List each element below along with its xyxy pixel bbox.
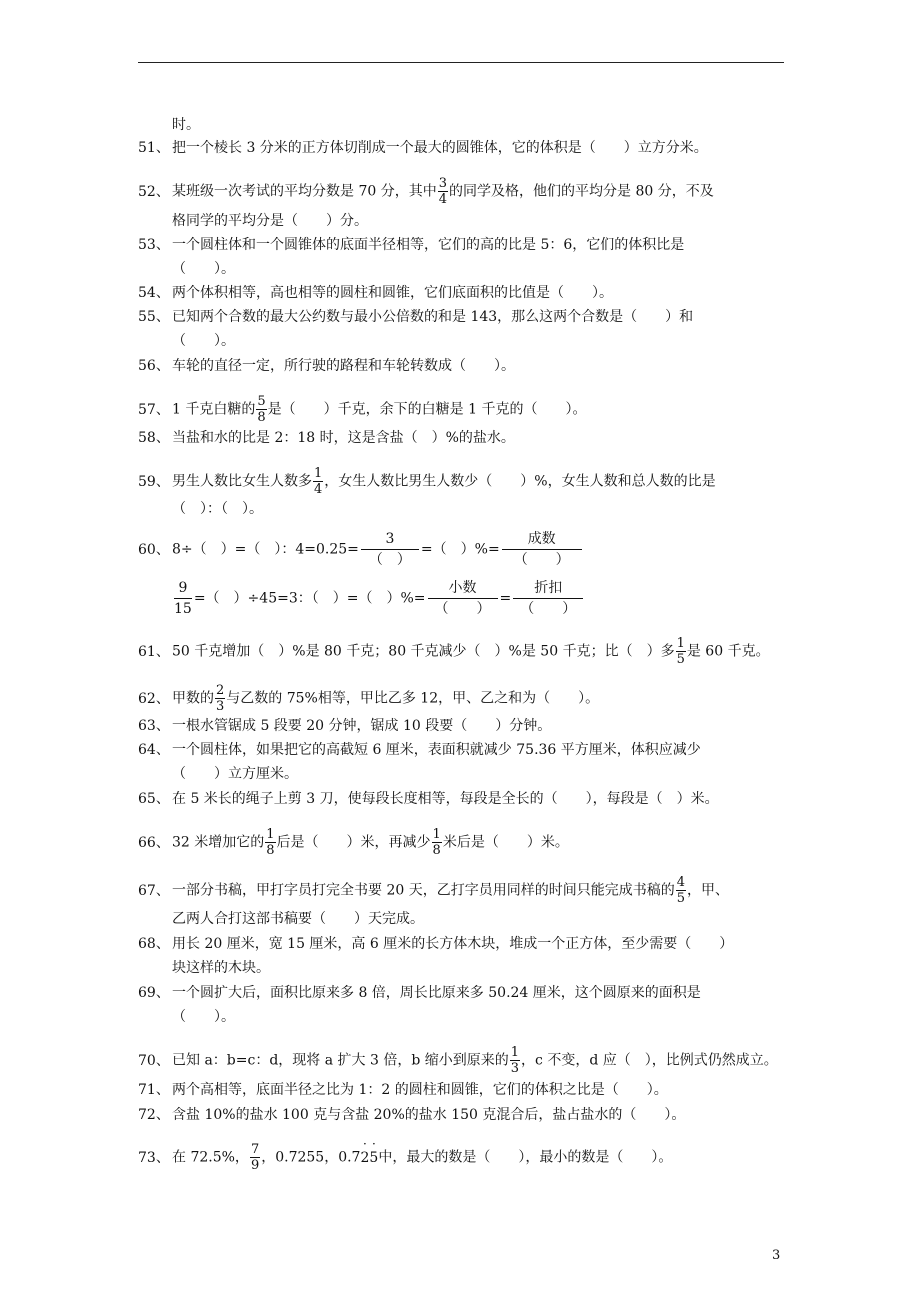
fraction: [313, 466, 323, 497]
question-text: 中，最大的数是（ ），最小的数是（ ）。: [378, 1149, 673, 1166]
question-number: 73、: [138, 1149, 170, 1166]
denominator: 3: [216, 699, 225, 714]
question-number: 69、: [138, 985, 170, 1001]
question-text: =（ ）÷45=3：（ ）=（ ）%=: [193, 590, 426, 607]
question-63: [138, 717, 551, 735]
question-number: 60、: [138, 541, 170, 558]
numerator: 5: [257, 394, 266, 409]
question-number: 58、: [138, 430, 170, 446]
numerator: 折扣: [513, 578, 583, 599]
fraction: [361, 529, 419, 570]
question-number: 63、: [138, 718, 170, 734]
question-text: 是 60 千克。: [686, 643, 770, 660]
question-text: 米后是（ ）米。: [442, 834, 569, 851]
numerator: 成数: [502, 529, 582, 550]
header-rule: [138, 62, 784, 63]
question-text: 把一个棱长 3 分米的正方体切削成一个最大的圆锥体，它的体积是（ ）立方分米。: [172, 140, 708, 156]
question-text: 50 千克增加（ ）%是 80 千克；80 千克减少（ ）%是 50 千克；比（ ）多: [172, 643, 675, 660]
question-text: 的同学及格，他们的平均分是 80 分，不及: [449, 183, 714, 200]
numerator: 1: [432, 827, 441, 842]
numerator: 3: [361, 529, 419, 550]
question-number: 67、: [138, 882, 170, 899]
denominator: 4: [438, 192, 447, 207]
question-53-line2: （ ）。: [172, 261, 235, 277]
question-text: 一个圆柱体，如果把它的高截短 6 厘米，表面积就减少 75.36 平方厘米，体积应减少: [172, 742, 701, 758]
question-text: 一根水管锯成 5 段要 20 分钟，锯成 10 段要（ ）分钟。: [172, 718, 552, 734]
numerator: 7: [250, 1142, 260, 1157]
numerator: 2: [216, 683, 225, 698]
question-text: 某班级一次考试的平均分数是 70 分，其中: [172, 183, 437, 200]
question-65: [138, 790, 719, 808]
denominator: （ ）: [513, 552, 570, 568]
question-69: [138, 984, 701, 1002]
question-text: 用长 20 厘米，宽 15 厘米，高 6 厘米的长方体木块，堆成一个正方体，至少需要（ ）: [172, 936, 734, 952]
fraction: [215, 683, 225, 714]
fraction: [250, 1142, 260, 1173]
question-number: 56、: [138, 358, 170, 374]
question-text: ，0.7255，0.7: [261, 1149, 361, 1166]
denominator: 4: [314, 482, 323, 497]
question-number: 66、: [138, 834, 170, 851]
fraction: [174, 578, 192, 619]
fraction: [513, 578, 583, 619]
question-number: 57、: [138, 401, 170, 418]
question-60-row1: [138, 529, 584, 570]
question-text: 已知两个合数的最大公约数与最小公倍数的和是 143，那么这两个合数是（ ）和: [172, 309, 694, 325]
question-71: [138, 1081, 668, 1099]
question-text: 车轮的直径一定，所行驶的路程和车轮转数成（ ）。: [172, 358, 515, 374]
question-text: 32 米增加它的: [172, 834, 265, 851]
question-number: 55、: [138, 309, 170, 325]
question-54: [138, 284, 613, 302]
denominator: 8: [432, 843, 441, 858]
fraction: [676, 636, 686, 667]
numerator: 1: [266, 827, 275, 842]
question-text: ，女生人数比男生人数少（ ）%，女生人数和总人数的比是: [324, 473, 716, 490]
question-72: [138, 1106, 685, 1124]
denominator: 8: [257, 410, 266, 425]
question-66: [138, 827, 569, 858]
question-64-line2: （ ）立方厘米。: [172, 766, 298, 782]
question-55-line2: （ ）。: [172, 333, 235, 349]
question-text: ，甲、: [687, 882, 729, 899]
question-52: [138, 176, 714, 207]
question-61: [138, 636, 770, 667]
question-number: 59、: [138, 473, 170, 490]
question-text: 两个高相等，底面半径之比为 1：2 的圆柱和圆锥，它们的体积之比是（ ）。: [172, 1082, 668, 1098]
page-number: 3: [772, 1248, 781, 1263]
question-text: 男生人数比女生人数多: [172, 473, 312, 490]
question-58: [138, 429, 515, 447]
denominator: 3: [510, 1061, 520, 1076]
question-text: 含盐 10%的盐水 100 克与含盐 20%的盐水 150 克混合后，盐占盐水的（ ）。: [172, 1107, 686, 1123]
question-text: 1 千克白糖的: [172, 401, 256, 418]
question-number: 72、: [138, 1107, 170, 1123]
fraction: [502, 529, 582, 570]
repeating-digit: · 5: [369, 1149, 378, 1167]
fraction: [438, 176, 448, 207]
question-56: [138, 357, 515, 375]
question-67: [138, 875, 729, 906]
numerator: 小数: [428, 578, 498, 599]
question-text: 是（ ）千克，余下的白糖是 1 千克的（ ）。: [267, 401, 587, 418]
fraction: [676, 875, 686, 906]
question-52-line2: 格同学的平均分是（ ）分。: [172, 213, 368, 229]
question-70: [138, 1045, 778, 1076]
denominator: 15: [174, 601, 192, 617]
question-number: 61、: [138, 643, 170, 660]
numerator: 3: [438, 176, 447, 191]
numerator: 9: [174, 578, 192, 599]
question-text: 在 5 米长的绳子上剪 3 刀，使每段长度相等，每段是全长的（ ），每段是（ ）米。: [172, 791, 719, 807]
question-text: 在 72.5%，: [172, 1149, 249, 1166]
question-57: [138, 394, 586, 425]
question-text: 已知 a：b=c：d，现将 a 扩大 3 倍，b 缩小到原来的: [172, 1052, 509, 1069]
question-73: [138, 1142, 672, 1173]
q50-tail: 时。: [172, 117, 200, 133]
question-number: 53、: [138, 237, 170, 253]
question-text: 一部分书稿，甲打字员打完全书要 20 天，乙打字员用同样的时间只能完成书稿的: [172, 882, 675, 899]
question-text: 甲数的: [172, 690, 214, 707]
denominator: 8: [266, 843, 275, 858]
question-number: 68、: [138, 936, 170, 952]
question-text: 与乙数的 75%相等，甲比乙多 12，甲、乙之和为（ ）。: [226, 690, 600, 707]
question-text: 后是（ ）米，再减少: [276, 834, 431, 851]
question-text: ，c 不变，d 应（ ），比例式仍然成立。: [521, 1052, 778, 1069]
question-text: 一个圆扩大后，面积比原来多 8 倍，周长比原来多 50.24 厘米，这个圆原来的面积是: [172, 985, 701, 1001]
question-53: [138, 236, 684, 254]
question-51: [138, 139, 708, 157]
question-number: 71、: [138, 1082, 170, 1098]
numerator: 4: [676, 875, 685, 890]
question-number: 65、: [138, 791, 170, 807]
question-number: 70、: [138, 1052, 170, 1069]
denominator: 5: [676, 891, 685, 906]
question-number: 51、: [138, 140, 170, 156]
fraction: [256, 394, 266, 425]
fraction: [428, 578, 498, 619]
question-number: 54、: [138, 285, 170, 301]
numerator: 1: [676, 636, 685, 651]
question-68-line2: 块这样的木块。: [172, 960, 270, 976]
question-number: 52、: [138, 183, 170, 200]
question-69-line2: （ ）。: [172, 1009, 235, 1025]
question-text: 当盐和水的比是 2：18 时，这是含盐（ ）%的盐水。: [172, 430, 515, 446]
repeating-digit: · 2: [360, 1149, 369, 1167]
denominator: （ ）: [368, 552, 411, 568]
denominator: 5: [676, 652, 685, 667]
question-text: 8÷（ ）=（ ）：4=0.25=: [172, 541, 359, 558]
question-64: [138, 741, 701, 759]
denominator: （ ）: [520, 601, 577, 617]
fraction: [265, 827, 275, 858]
question-text: 一个圆柱体和一个圆锥体的底面半径相等，它们的高的比是 5：6，它们的体积比是: [172, 237, 685, 253]
question-62: [138, 683, 599, 714]
question-67-line2: 乙两人合打这部书稿要（ ）天完成。: [172, 911, 424, 927]
question-number: 64、: [138, 742, 170, 758]
question-text: 两个体积相等，高也相等的圆柱和圆锥，它们底面积的比值是（ ）。: [172, 285, 613, 301]
numerator: 1: [510, 1045, 520, 1060]
fraction: [432, 827, 442, 858]
question-55: [138, 308, 693, 326]
question-59: [138, 466, 716, 497]
denominator: （ ）: [434, 601, 491, 617]
question-text: =: [499, 590, 512, 607]
numerator: 1: [314, 466, 323, 481]
denominator: 9: [250, 1158, 260, 1173]
question-number: 62、: [138, 690, 170, 707]
question-68: [138, 935, 733, 953]
question-59-line2: （ ）：（ ）。: [172, 501, 263, 517]
question-60-row2: [172, 578, 585, 619]
question-text: =（ ）%=: [420, 541, 500, 558]
fraction: [510, 1045, 520, 1076]
